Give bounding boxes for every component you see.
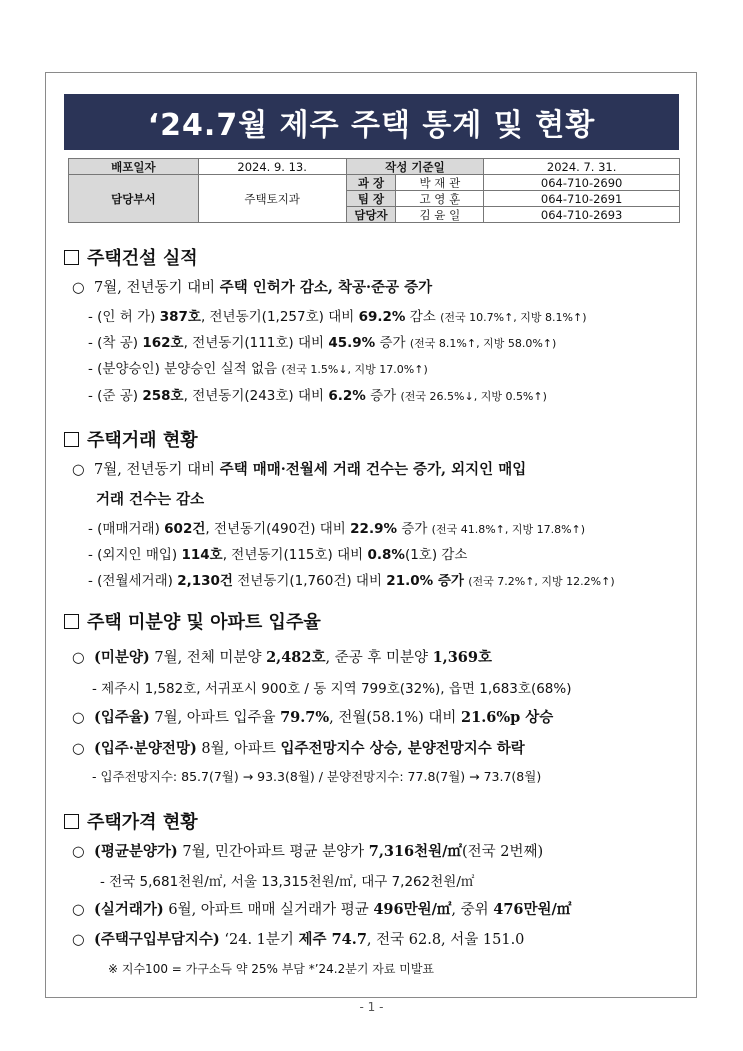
list-item: - (분양승인) 분양승인 실적 없음 (전국 1.5%↓, 지방 17.0%↑) [88, 361, 428, 377]
contact-name: 고 영 훈 [396, 191, 484, 207]
real-price-line: ○ (실거래가) 6월, 아파트 매매 실거래가 평균 496만원/㎡, 중위 476만원/㎡ [72, 901, 572, 918]
base-date-label: 작성 기준일 [346, 159, 484, 175]
release-date: 2024. 9. 13. [198, 159, 346, 175]
dept-label: 담당부서 [69, 175, 199, 223]
section-heading-unsold: 주택 미분양 및 아파트 입주율 [64, 608, 321, 634]
circle-bullet-icon: ○ [72, 650, 85, 666]
list-item: - (인 허 가) 387호, 전년동기(1,257호) 대비 69.2% 감소 (전국 10.7%↑, 지방 8.1%↑) [88, 309, 587, 325]
avg-sale-price-line: ○ (평균분양가) 7월, 민간아파트 평균 분양가 7,316천원/㎡(전국 2번째) [72, 843, 544, 860]
construction-summary: ○ 7월, 전년동기 대비 주택 인허가 감소, 착공·준공 증가 [72, 279, 433, 296]
dept-value: 주택토지과 [198, 175, 346, 223]
contact-phone: 064-710-2691 [484, 191, 680, 207]
circle-bullet-icon: ○ [72, 844, 85, 860]
contact-role: 팀 장 [346, 191, 396, 207]
transactions-summary-cont: 거래 건수는 감소 [96, 491, 205, 508]
info-table [68, 158, 680, 223]
page-title: ‘24.7월 제주 주택 통계 및 현황 [64, 94, 679, 150]
section-heading-construction: 주택건설 실적 [64, 244, 198, 270]
circle-bullet-icon: ○ [72, 280, 85, 296]
contact-phone: 064-710-2693 [484, 207, 680, 223]
list-item: - (외지인 매입) 114호, 전년동기(115호) 대비 0.8%(1호) 감소 [88, 547, 468, 563]
circle-bullet-icon: ○ [72, 902, 85, 918]
circle-bullet-icon: ○ [72, 741, 85, 757]
occupancy-line: ○ (입주율) 7월, 아파트 입주율 79.7%, 전월(58.1%) 대비 21.6%p 상승 [72, 709, 554, 726]
contact-name: 김 윤 일 [396, 207, 484, 223]
contact-name: 박 재 관 [396, 175, 484, 191]
outlook-detail: - 입주전망지수: 85.7(7월) → 93.3(8월) / 분양전망지수: 77.8(7월) → 73.7(8월) [92, 769, 542, 784]
section-heading-prices: 주택가격 현황 [64, 808, 198, 834]
unsold-line: ○ (미분양) 7월, 전체 미분양 2,482호, 준공 후 미분양 1,369호 [72, 649, 492, 666]
circle-bullet-icon: ○ [72, 932, 85, 948]
page-number: - 1 - [359, 1000, 384, 1014]
footnote: ※ 지수100 = 가구소득 약 25% 부담 *’24.2분기 자료 미발표 [108, 962, 435, 976]
contact-phone: 064-710-2690 [484, 175, 680, 191]
contact-role: 담당자 [346, 207, 396, 223]
checkbox-square-icon [64, 250, 79, 265]
burden-index-line: ○ (주택구입부담지수) ‘24. 1분기 제주 74.7, 전국 62.8, 서울 151.0 [72, 931, 525, 948]
list-item: - (전월세거래) 2,130건 전년동기(1,760건) 대비 21.0% 증가 (전국 7.2%↑, 지방 12.2%↑) [88, 573, 615, 589]
checkbox-square-icon [64, 432, 79, 447]
contact-role: 과 장 [346, 175, 396, 191]
list-item: - (준 공) 258호, 전년동기(243호) 대비 6.2% 증가 (전국 26.5%↓, 지방 0.5%↑) [88, 388, 547, 404]
checkbox-square-icon [64, 614, 79, 629]
section-heading-transactions: 주택거래 현황 [64, 426, 198, 452]
checkbox-square-icon [64, 814, 79, 829]
avg-sale-price-detail: - 전국 5,681천원/㎡, 서울 13,315천원/㎡, 대구 7,262천원/㎡ [100, 874, 475, 890]
base-date: 2024. 7. 31. [484, 159, 680, 175]
transactions-summary: ○ 7월, 전년동기 대비 주택 매매·전월세 거래 건수는 증가, 외지인 매입 [72, 461, 527, 478]
outlook-line: ○ (입주·분양전망) 8월, 아파트 입주전망지수 상승, 분양전망지수 하락 [72, 740, 525, 757]
circle-bullet-icon: ○ [72, 462, 85, 478]
list-item: - (매매거래) 602건, 전년동기(490건) 대비 22.9% 증가 (전국 41.8%↑, 지방 17.8%↑) [88, 521, 586, 537]
circle-bullet-icon: ○ [72, 710, 85, 726]
list-item: - (착 공) 162호, 전년동기(111호) 대비 45.9% 증가 (전국 8.1%↑, 지방 58.0%↑) [88, 335, 557, 351]
unsold-detail: - 제주시 1,582호, 서귀포시 900호 / 동 지역 799호(32%), 읍면 1,683호(68%) [92, 681, 572, 697]
release-label: 배포일자 [69, 159, 199, 175]
